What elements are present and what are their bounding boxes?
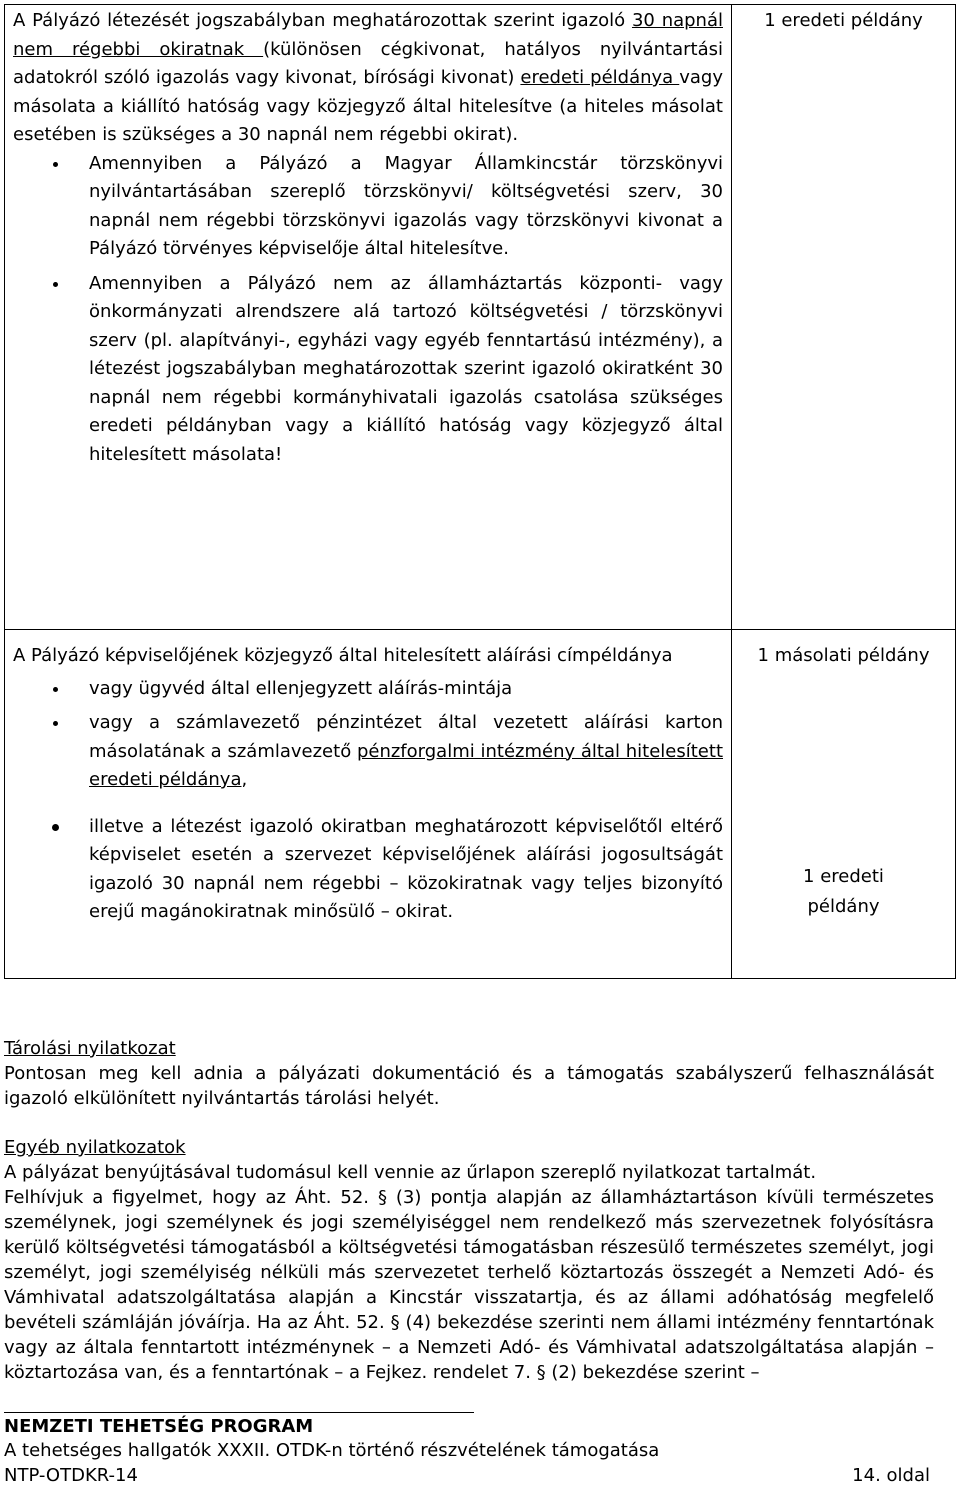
requirement-intro: A Pályázó képviselőjének közjegyző által hitelesített aláírási címpéldánya — [13, 645, 673, 666]
footer-subtitle: A tehetséges hallgatók XXXII. OTDK-n történő részvételének támogatása — [4, 1440, 660, 1461]
other-line1: A pályázat benyújtásával tudomásul kell vennie az űrlapon szereplő nyilatkozat tartalmát. — [4, 1162, 817, 1183]
footer-divider — [4, 1412, 474, 1413]
requirement-cell — [5, 630, 732, 979]
copy-count-cell — [732, 5, 956, 630]
list-item: Amennyiben a Pályázó a Magyar Államkincstár törzskönyvi nyilvántartásában szereplő törzskönyvi/ költségvetési szerv, 30 napnál nem régebbi törzskönyvi igazolás vagy törzskönyvi kivonat a Pályázó törvényes képviselője által hitelesítve. — [13, 150, 723, 264]
documents-table — [4, 4, 956, 979]
bullet-list — [13, 675, 723, 927]
list-item: illetve a létezést igazoló okiratban meghatározott képviselőtől eltérő képviselet esetén a szervezet képviselőjének aláírási jogosultságát igazoló 30 napnál nem régebbi – közokiratnak vagy teljes bizonyító erejű magánokiratnak minősülő – okirat. — [13, 813, 723, 927]
requirement-cell — [5, 5, 732, 630]
bullet-list — [13, 150, 723, 470]
requirement-intro: A Pályázó létezését jogszabályban meghatározottak szerint igazoló 30 napnál nem régebbi okiratnak (különösen cégkivonat, hatályos nyilvántartási adatokról szóló igazolás vagy kivonat, bírósági kivonat) eredeti példánya vagy másolata a kiállító hatóság vagy közjegyző által hitelesítve (a hiteles másolat esetében is szükséges a 30 napnál nem régebbi okirat). — [13, 10, 724, 145]
copy-count: 1 másolati példány — [757, 645, 930, 666]
storage-body: Pontosan meg kell adnia a pályázati dokumentáció és a támogatás szabályszerű felhasználását igazoló elkülönített nyilvántartás tárolási helyét. — [4, 1063, 934, 1109]
other-body: Felhívjuk a figyelmet, hogy az Áht. 52. § (3) pontja alapján az államháztartáson kívüli természetes személynek, jogi személynek és jogi személyiséggel nem rendelkező más szervezetnek folyósításra kerülő költségvetési támogatásból a költségvetési támogatásban részesülő természetes személyt, jogi személyt, jogi személyiség nélküli más szervezetet terhelő köztartozás összegét a Nemzeti Adó- és Vámhivatal adatszolgáltatása alapján a Kincstár visszatartja, és az állami adóhatóság megfelelő bevételi számláján jóváírja. Ha az Áht. 52. § (4) bekezdése szerinti nem állami intézmény fenntartónak vagy az általa fenntartott intézménynek – a Nemzeti Adó- és Vámhivatal adatszolgáltatása alapján – köztartozása van, és a fenntartónak – a Fejkez. rendelet 7. § (2) bekezdése szerint – — [4, 1187, 934, 1383]
table-row — [5, 5, 956, 630]
copy-count: 1 eredeti példány — [764, 10, 923, 31]
underlined-text: eredeti példánya — [520, 67, 680, 88]
table-row — [5, 630, 956, 979]
other-declarations-section — [4, 1135, 934, 1385]
storage-heading: Tárolási nyilatkozat — [4, 1038, 176, 1059]
list-item: vagy ügyvéd által ellenjegyzett aláírás-mintája — [13, 675, 723, 704]
list-item: Amennyiben a Pályázó nem az államháztartás központi- vagy önkormányzati alrendszere alá tartozó költségvetési / törzskönyvi szerv (pl. alapítványi-, egyházi vagy egyéb fenntartású intézmény), a létezést jogszabályban meghatározottak szerint igazoló okiratként 30 napnál nem régebbi kormányhivatali igazolás csatolása szükséges eredeti példányban vagy a kiállító hatóság vagy közjegyző által hitelesített másolata! — [13, 270, 723, 470]
other-heading: Egyéb nyilatkozatok — [4, 1137, 186, 1158]
footer-code: NTP-OTDKR-14 — [4, 1465, 138, 1486]
list-item: vagy a számlavezető pénzintézet által vezetett aláírási karton másolatának a számlavezető pénzforgalmi intézmény által hitelesített eredeti példánya, — [13, 709, 723, 795]
footer-program: NEMZETI TEHETSÉG PROGRAM — [4, 1416, 314, 1437]
copy-count-cell — [732, 630, 956, 979]
page-number: 14. oldal — [852, 1465, 930, 1486]
copy-count-original: 1 eredeti példány — [803, 866, 884, 917]
underlined-text: 30 napnál nem régebbi okiratnak — [13, 10, 723, 60]
storage-section — [4, 1036, 934, 1111]
underlined-text: pénzforgalmi intézmény által hitelesített eredeti példánya — [89, 740, 723, 790]
